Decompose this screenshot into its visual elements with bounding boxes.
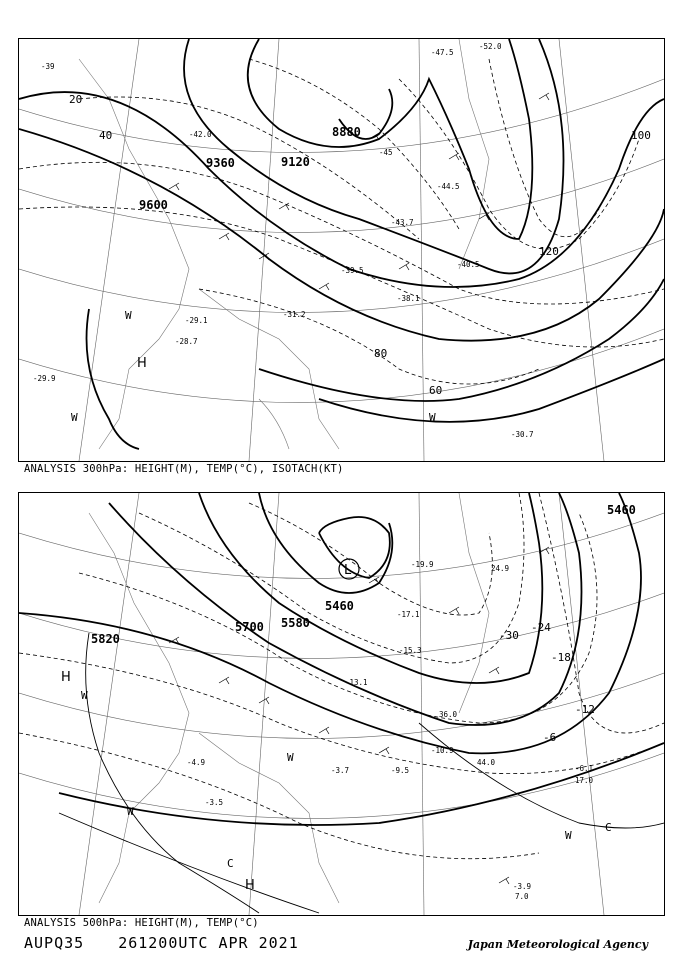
station-value: -52.0 <box>479 42 502 51</box>
station-value: -39.5 <box>341 266 364 275</box>
station-value: -6.1 <box>575 764 594 773</box>
height-contours <box>19 39 664 449</box>
height-label: 5700 <box>235 620 264 634</box>
station-value: -3.5 <box>205 798 224 807</box>
warm-center: W <box>127 805 134 818</box>
warm-center: W <box>565 829 572 842</box>
station-value: -3.7 <box>331 766 350 775</box>
station-value: 7.0 <box>515 892 529 901</box>
low-pressure-center: L <box>344 563 352 578</box>
valid-time: 261200UTC APR 2021 <box>118 934 299 952</box>
chart-300hpa <box>18 38 665 462</box>
height-label: 5460 <box>325 599 354 613</box>
caption-500hpa: ANALYSIS 500hPa: HEIGHT(M), TEMP(°C) <box>24 917 259 929</box>
station-value: 24.9 <box>491 564 510 573</box>
station-value: -29.9 <box>33 374 56 383</box>
isotach-label: 80 <box>374 347 388 360</box>
station-value: -28.7 <box>175 337 198 346</box>
warm-center: W <box>429 411 436 424</box>
station-value: -30.7 <box>511 430 534 439</box>
height-label: 9120 <box>281 155 310 169</box>
station-value: -44.5 <box>437 182 460 191</box>
height-label: 9360 <box>206 156 235 170</box>
isotach-label: 40 <box>99 129 113 142</box>
warm-center: W <box>287 751 294 764</box>
wind-barbs <box>169 547 549 884</box>
high-pressure-center: H <box>61 670 71 685</box>
chart-500hpa-map <box>19 493 664 915</box>
station-value: -43.7 <box>391 218 414 227</box>
height-label: 5820 <box>91 632 120 646</box>
temp-label: -30 <box>499 629 519 642</box>
isotach-label: 100 <box>631 129 651 142</box>
isotherms <box>19 59 664 384</box>
temp-label: -6 <box>543 731 557 744</box>
station-value: -47.5 <box>431 48 454 57</box>
station-value: -40.5 <box>457 260 480 269</box>
high-pressure-center: H <box>137 356 147 371</box>
station-value: 17.0 <box>575 776 594 785</box>
station-value: -31.2 <box>283 310 306 319</box>
temp-label: -24 <box>531 621 551 634</box>
chart-code: AUPQ35 <box>24 934 85 952</box>
height-label: 5460 <box>607 503 636 517</box>
station-value: -3.9 <box>513 882 532 891</box>
warm-center: W <box>125 309 132 322</box>
station-value: -10.9 <box>431 746 454 755</box>
chart-identifier <box>24 934 333 952</box>
isotach-label: 20 <box>69 93 83 106</box>
height-label: 5580 <box>281 616 310 630</box>
temp-label: -12 <box>575 703 595 716</box>
station-value: -45 <box>379 148 393 157</box>
isotach-label: 120 <box>539 245 559 258</box>
height-label: 9600 <box>139 198 168 212</box>
station-value: -9.5 <box>391 766 410 775</box>
cold-center: C <box>227 857 234 870</box>
station-value: -39 <box>41 62 55 71</box>
station-value: -19.9 <box>411 560 434 569</box>
wind-barbs <box>169 93 549 290</box>
station-value: -17.1 <box>397 610 420 619</box>
station-value: -38.1 <box>397 294 420 303</box>
warm-center: W <box>81 689 88 702</box>
station-value: -13.1 <box>345 678 368 687</box>
warm-center: W <box>71 411 78 424</box>
station-value: -15.3 <box>399 646 422 655</box>
isotach-label: 60 <box>429 384 443 397</box>
station-value: -42.0 <box>189 130 212 139</box>
thin-contours <box>59 633 664 913</box>
height-label: 8880 <box>332 125 361 139</box>
chart-300hpa-map <box>19 39 664 461</box>
high-pressure-center: H <box>245 878 255 893</box>
cold-center: C <box>605 821 612 834</box>
temp-label: -18 <box>551 651 571 664</box>
caption-300hpa: ANALYSIS 300hPa: HEIGHT(M), TEMP(°C), ISOTACH(KT) <box>24 463 344 475</box>
station-value: 44.0 <box>477 758 496 767</box>
chart-500hpa <box>18 492 665 916</box>
station-value: -4.9 <box>187 758 206 767</box>
station-value: 36.0 <box>439 710 458 719</box>
graticule <box>19 493 664 915</box>
station-value: -29.1 <box>185 316 208 325</box>
agency-credit: Japan Meteorological Agency <box>467 938 648 951</box>
